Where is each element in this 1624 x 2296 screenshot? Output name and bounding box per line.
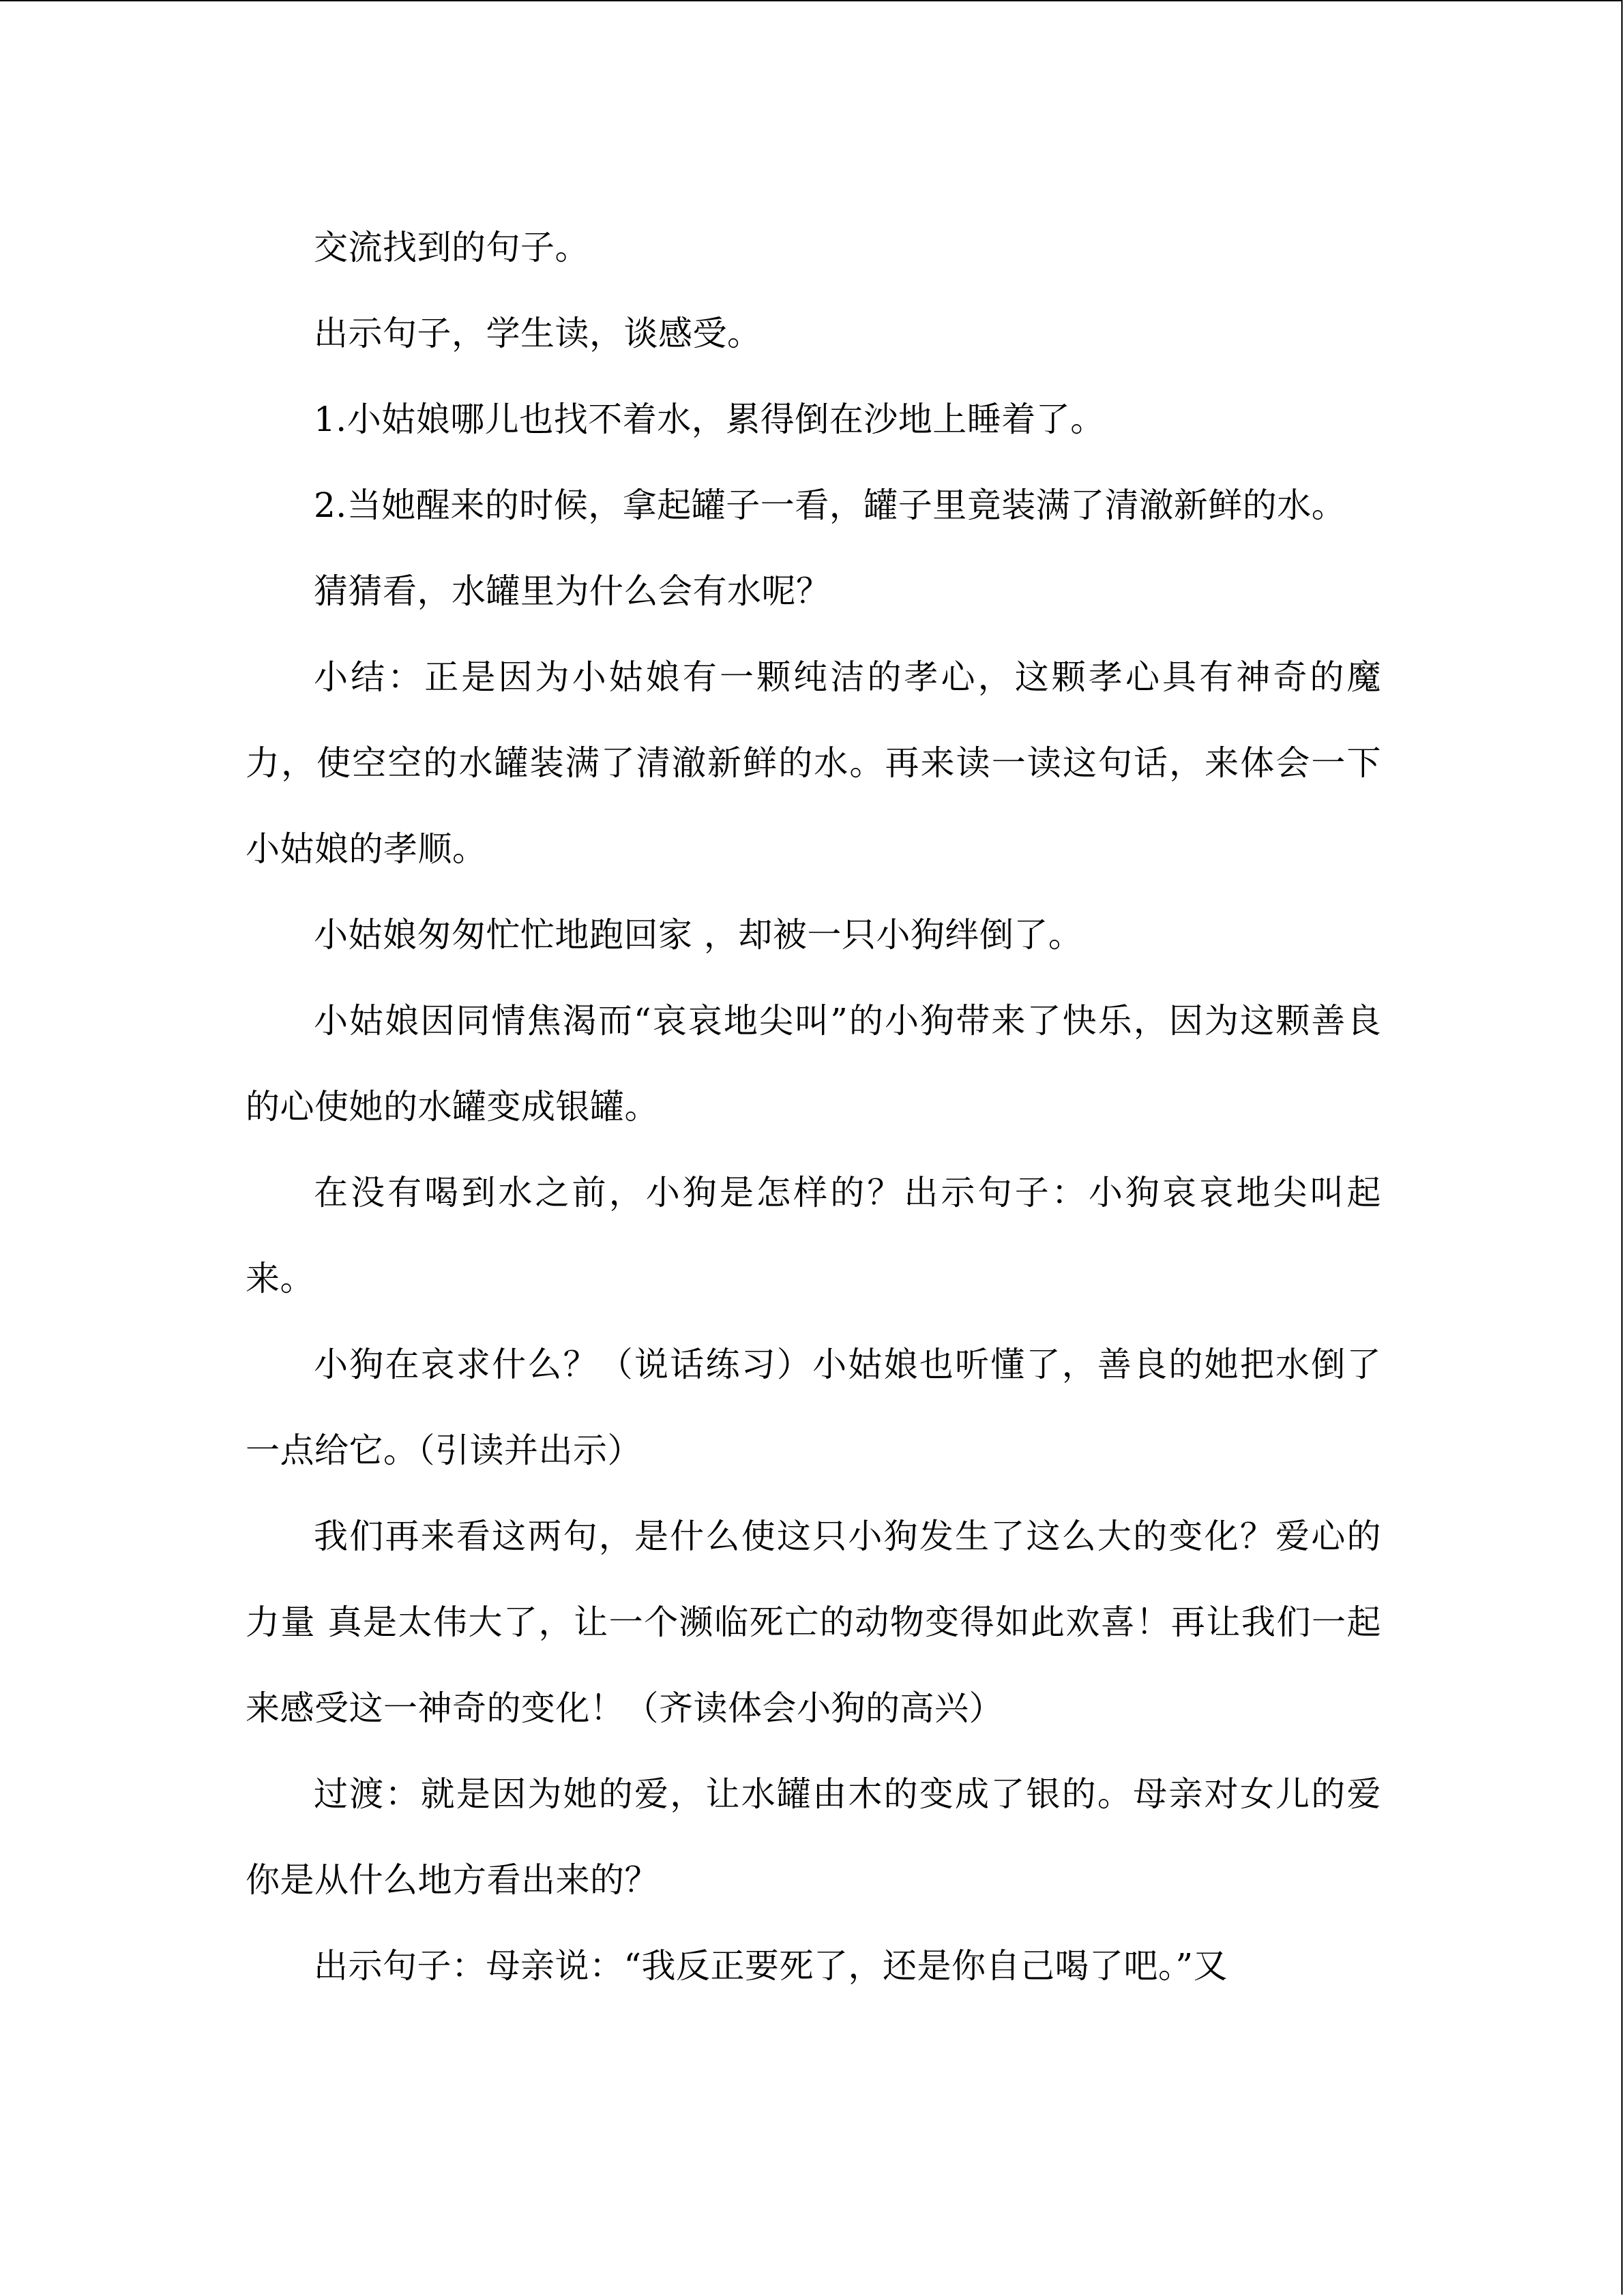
paragraph: 我们再来看这两句，是什么使这只小狗发生了这么大的变化？爱心的力量 真是太伟大了，让一个濒临死亡的动物变得如此欢喜！再让我们一起来感受这一神奇的变化！（齐读体会小狗的高兴） [246, 1517, 1381, 1728]
paragraph: 过渡：就是因为她的爱，让水罐由木的变成了银的。母亲对女儿的爱你是从什么地方看出来的？ [246, 1774, 1381, 1900]
paragraph: 1.小姑娘哪儿也找不着水，累得倒在沙地上睡着了。 [314, 400, 1105, 439]
paragraph: 出示句子：母亲说：“我反正要死了，还是你自己喝了吧。”又 [314, 1946, 1228, 1986]
paragraph: 小姑娘匆匆忙忙地跑回家 ，却被一只小狗绊倒了。 [314, 915, 1083, 955]
paragraph: 在没有喝到水之前，小狗是怎样的？出示句子：小狗哀哀地尖叫起来。 [246, 1173, 1381, 1298]
document-body [246, 205, 1381, 2009]
paragraph: 小狗在哀求什么？（说话练习）小姑娘也听懂了，善良的她把水倒了一点给它。（引读并出示） [246, 1345, 1381, 1470]
paragraph: 小姑娘因同情焦渴而“哀哀地尖叫”的小狗带来了快乐，因为这颗善良的心使她的水罐变成银罐。 [246, 1001, 1381, 1127]
paragraph: 2.当她醒来的时候，拿起罐子一看，罐子里竟装满了清澈新鲜的水。 [314, 486, 1346, 525]
paragraph: 交流找到的句子。 [314, 228, 589, 267]
paragraph: 猜猜看，水罐里为什么会有水呢？ [314, 571, 831, 611]
paragraph: 小结：正是因为小姑娘有一颗纯洁的孝心，这颗孝心具有神奇的魔力，使空空的水罐装满了清澈新鲜的水。再来读一读这句话，来体会一下小姑娘的孝顺。 [246, 657, 1381, 869]
paragraph: 出示句子，学生读，谈感受。 [314, 314, 762, 353]
